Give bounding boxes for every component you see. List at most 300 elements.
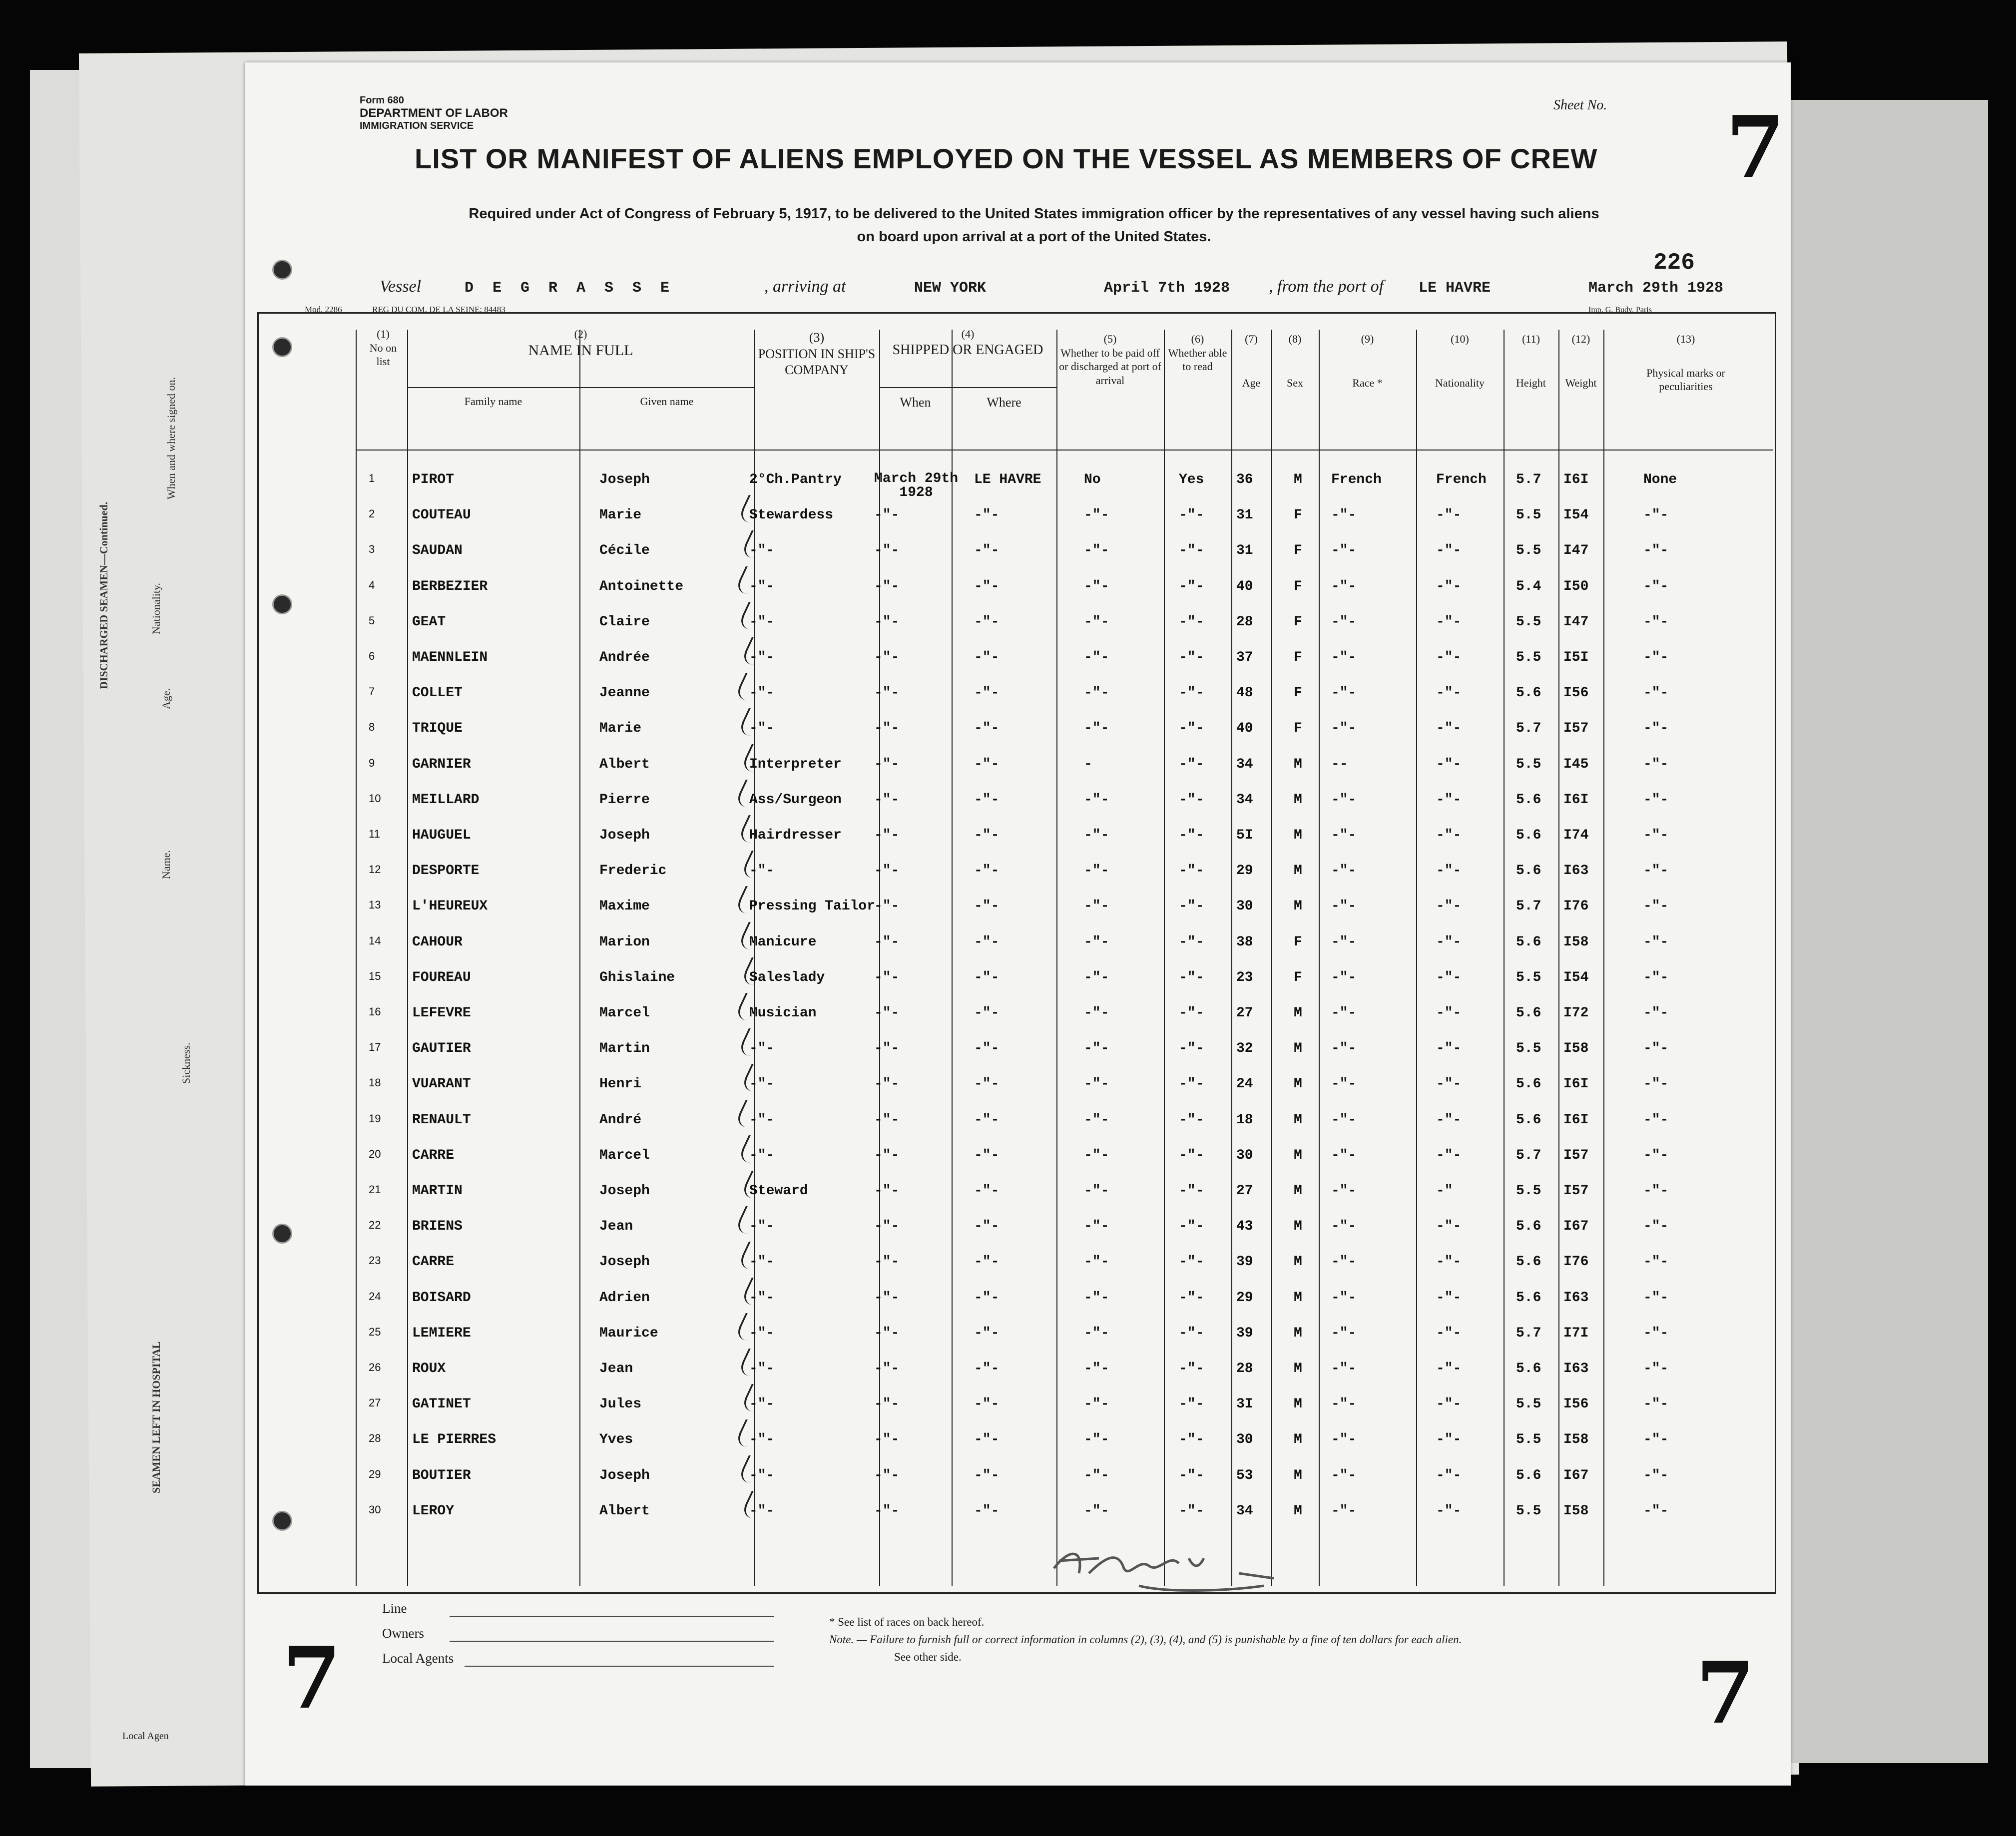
page-subtitle <box>360 202 1708 249</box>
cell-read: -"- <box>1179 792 1204 808</box>
cell-race: -"- <box>1331 1396 1357 1412</box>
cell-read: -"- <box>1179 1325 1204 1341</box>
cell-where: -"- <box>974 934 1000 950</box>
cell-when: -"- <box>874 1432 900 1448</box>
cell-when: -"- <box>874 1219 900 1235</box>
cell-race: -"- <box>1331 1112 1357 1128</box>
cell-where: -"- <box>974 1503 1000 1519</box>
cell-sex: F <box>1294 721 1302 737</box>
cell-paid: -"- <box>1084 1432 1109 1448</box>
cell-given: Jules <box>599 1396 642 1412</box>
cell-position: -"- <box>749 1325 775 1341</box>
cell-height: 5.4 <box>1516 578 1541 594</box>
cell-when: -"- <box>874 1467 900 1483</box>
cell-nat: -"- <box>1436 792 1462 808</box>
header-col11: (11) Height <box>1516 333 1546 389</box>
cell-read: -"- <box>1179 1503 1204 1519</box>
cell-position: -"- <box>749 1467 775 1483</box>
cell-nat: -"- <box>1436 1254 1462 1270</box>
cell-weight: I6I <box>1563 1112 1589 1128</box>
cell-given: Martin <box>599 1041 650 1057</box>
cell-read: -"- <box>1179 756 1204 772</box>
cell-family: MAENNLEIN <box>412 650 488 665</box>
cell-paid: -"- <box>1084 1005 1109 1021</box>
cell-marks: -"- <box>1643 1503 1669 1519</box>
cell-read: -"- <box>1179 1076 1204 1092</box>
cell-height: 5.6 <box>1516 685 1541 701</box>
header-col5: (5) Whether to be paid off or discharged at port of arrival <box>1059 333 1161 387</box>
cell-no: 4 <box>369 578 375 591</box>
cell-race: -"- <box>1331 507 1357 523</box>
cell-no: 5 <box>369 614 375 627</box>
cell-height: 5.7 <box>1516 472 1541 487</box>
cell-height: 5.6 <box>1516 934 1541 950</box>
cell-where: -"- <box>974 1219 1000 1235</box>
cell-paid: -"- <box>1084 721 1109 737</box>
column-rule <box>1164 330 1165 1586</box>
cell-sex: M <box>1294 472 1302 487</box>
cell-read: -"- <box>1179 650 1204 665</box>
cell-nat: -"- <box>1436 969 1462 985</box>
cell-nat: -"- <box>1436 756 1462 772</box>
cell-nat: -"- <box>1436 685 1462 701</box>
cell-when: -"- <box>874 934 900 950</box>
cell-height: 5.6 <box>1516 792 1541 808</box>
from-port: LE HAVRE <box>1419 280 1491 297</box>
cell-race: French <box>1331 472 1382 487</box>
cell-where: -"- <box>974 828 1000 843</box>
header-col7: (7) Age <box>1242 333 1261 389</box>
arriving-label: , arriving at <box>764 277 846 296</box>
cell-family: BOUTIER <box>412 1467 471 1483</box>
see-other-side: See other side. <box>894 1651 962 1663</box>
cell-paid: -"- <box>1084 1290 1109 1306</box>
cell-nat: -"- <box>1436 1467 1462 1483</box>
cell-height: 5.5 <box>1516 507 1541 523</box>
cell-nat: -"- <box>1436 1219 1462 1235</box>
sheet-number-top: 7 <box>1726 97 1785 197</box>
races-note: * See list of races on back hereof. <box>829 1616 985 1628</box>
cell-marks: -"- <box>1643 828 1669 843</box>
cell-age: 39 <box>1236 1325 1253 1341</box>
column-rule <box>1603 330 1604 1586</box>
cell-position: -"- <box>749 721 775 737</box>
cell-weight: I54 <box>1563 969 1589 985</box>
cell-age: 3I <box>1236 1396 1253 1412</box>
cell-height: 5.7 <box>1516 1325 1541 1341</box>
cell-family: DESPORTE <box>412 863 480 879</box>
cell-weight: I54 <box>1563 507 1589 523</box>
cell-read: Yes <box>1179 472 1204 487</box>
cell-given: Pierre <box>599 792 650 808</box>
cell-nat: -"- <box>1436 1503 1462 1519</box>
cell-family: LE PIERRES <box>412 1432 497 1448</box>
page-number: 226 <box>1653 250 1695 276</box>
local-agents-label: Local Agents <box>382 1651 454 1666</box>
header-rule <box>879 387 1056 388</box>
cell-paid: -"- <box>1084 614 1109 630</box>
cell-given: Joseph <box>599 1183 650 1199</box>
cell-sex: M <box>1294 756 1302 772</box>
cell-read: -"- <box>1179 828 1204 843</box>
cell-age: 34 <box>1236 792 1253 808</box>
cell-race: -"- <box>1331 1254 1357 1270</box>
cell-weight: I6I <box>1563 1076 1589 1092</box>
cell-when: -"- <box>874 863 900 879</box>
cell-age: 29 <box>1236 863 1253 879</box>
cell-age: 40 <box>1236 721 1253 737</box>
cell-paid: -"- <box>1084 969 1109 985</box>
cell-read: -"- <box>1179 543 1204 559</box>
cell-no: 6 <box>369 650 375 662</box>
header-col6: (6) Whether able to read <box>1168 333 1227 373</box>
cell-age: 43 <box>1236 1219 1253 1235</box>
cell-marks: -"- <box>1643 899 1669 915</box>
header-col2: (2) NAME IN FULL <box>528 328 633 359</box>
cell-marks: -"- <box>1643 507 1669 523</box>
cell-read: -"- <box>1179 1396 1204 1412</box>
cell-position: -"- <box>749 1041 775 1057</box>
cell-when: -"- <box>874 1503 900 1519</box>
sheet-number-bottom-left: 7 <box>282 1628 342 1728</box>
cell-where: -"- <box>974 614 1000 630</box>
side-hospital-label: SEAMEN LEFT IN HOSPITAL <box>150 1341 162 1493</box>
cell-race: -"- <box>1331 578 1357 594</box>
cell-nat: -"- <box>1436 863 1462 879</box>
cell-height: 5.6 <box>1516 1076 1541 1092</box>
cell-when: -"- <box>874 1076 900 1092</box>
cell-no: 11 <box>369 828 380 840</box>
cell-weight: I63 <box>1563 863 1589 879</box>
cell-height: 5.6 <box>1516 1112 1541 1128</box>
cell-where: -"- <box>974 507 1000 523</box>
cell-no: 28 <box>369 1432 381 1445</box>
cell-sex: M <box>1294 1432 1302 1448</box>
cell-weight: I58 <box>1563 1432 1589 1448</box>
cell-marks: -"- <box>1643 863 1669 879</box>
cell-where: -"- <box>974 756 1000 772</box>
vessel-label: Vessel <box>380 277 422 296</box>
cell-where: -"- <box>974 1254 1000 1270</box>
cell-height: 5.7 <box>1516 721 1541 737</box>
cell-family: TRIQUE <box>412 721 463 737</box>
cell-no: 7 <box>369 685 375 698</box>
cell-where: -"- <box>974 1432 1000 1448</box>
cell-when: -"- <box>874 650 900 665</box>
side-when-where-label: When and where signed on. <box>165 377 177 499</box>
cell-when: -"- <box>874 828 900 843</box>
cell-race: -"- <box>1331 685 1357 701</box>
subtitle-line-1: Required under Act of Congress of February 5, 1917, to be delivered to the United States immigration officer by the representatives of any vessel having such aliens <box>469 206 1599 222</box>
cell-read: -"- <box>1179 1467 1204 1483</box>
cell-weight: I56 <box>1563 685 1589 701</box>
cell-read: -"- <box>1179 685 1204 701</box>
cell-race: -"- <box>1331 969 1357 985</box>
cell-given: Marie <box>599 721 642 737</box>
cell-paid: -"- <box>1084 1325 1109 1341</box>
cell-nat: -"- <box>1436 650 1462 665</box>
cell-family: CAHOUR <box>412 934 463 950</box>
cell-family: GARNIER <box>412 756 471 772</box>
local-agents-underline <box>465 1666 774 1667</box>
cell-race: -"- <box>1331 1219 1357 1235</box>
cell-weight: I63 <box>1563 1290 1589 1306</box>
column-rule <box>1504 330 1505 1586</box>
cell-paid: No <box>1084 472 1101 487</box>
cell-read: -"- <box>1179 1147 1204 1163</box>
cell-height: 5.6 <box>1516 828 1541 843</box>
cell-age: 24 <box>1236 1076 1253 1092</box>
cell-where: -"- <box>974 1290 1000 1306</box>
cell-weight: I47 <box>1563 614 1589 630</box>
department: DEPARTMENT OF LABOR <box>360 106 508 120</box>
cell-where: -"- <box>974 863 1000 879</box>
cell-sex: M <box>1294 1112 1302 1128</box>
cell-where: -"- <box>974 685 1000 701</box>
side-discharged-label: DISCHARGED SEAMEN—Continued. <box>97 501 110 689</box>
cell-read: -"- <box>1179 1290 1204 1306</box>
cell-sex: F <box>1294 543 1302 559</box>
cell-no: 24 <box>369 1290 381 1303</box>
cell-read: -"- <box>1179 1432 1204 1448</box>
cell-weight: I57 <box>1563 1183 1589 1199</box>
cell-paid: -"- <box>1084 863 1109 879</box>
cell-paid: -"- <box>1084 899 1109 915</box>
cell-no: 21 <box>369 1183 381 1196</box>
cell-paid: -"- <box>1084 650 1109 665</box>
cell-position: Musician <box>749 1005 817 1021</box>
cell-race: -"- <box>1331 1432 1357 1448</box>
side-sickness-label: Sickness. <box>180 1042 192 1084</box>
cell-where: -"- <box>974 1361 1000 1377</box>
cell-given: Yves <box>599 1432 633 1448</box>
cell-read: -"- <box>1179 863 1204 879</box>
cell-no: 14 <box>369 934 381 947</box>
cell-sex: F <box>1294 969 1302 985</box>
cell-when: -"- <box>874 1147 900 1163</box>
cell-paid: -"- <box>1084 1254 1109 1270</box>
cell-family: FOUREAU <box>412 969 471 985</box>
background-sheet-right <box>1778 100 1988 1763</box>
cell-family: MARTIN <box>412 1183 463 1199</box>
cell-marks: -"- <box>1643 1361 1669 1377</box>
cell-no: 12 <box>369 863 381 876</box>
cell-weight: I67 <box>1563 1467 1589 1483</box>
cell-race: -"- <box>1331 721 1357 737</box>
form-mod: Mod. 2286 <box>305 305 342 314</box>
cell-nat: -"- <box>1436 1076 1462 1092</box>
cell-age: 48 <box>1236 685 1253 701</box>
cell-given: Ghislaine <box>599 969 675 985</box>
cell-position: 2°Ch.Pantry <box>749 472 842 487</box>
cell-height: 5.6 <box>1516 1467 1541 1483</box>
cell-marks: -"- <box>1643 614 1669 630</box>
cell-weight: I6I <box>1563 792 1589 808</box>
cell-nat: -"- <box>1436 1005 1462 1021</box>
cell-height: 5.5 <box>1516 1432 1541 1448</box>
cell-race: -"- <box>1331 1147 1357 1163</box>
column-rule <box>1271 330 1272 1586</box>
cell-no: 26 <box>369 1361 381 1374</box>
cell-race: -"- <box>1331 1503 1357 1519</box>
cell-family: L'HEUREUX <box>412 899 488 915</box>
cell-age: 34 <box>1236 756 1253 772</box>
cell-nat: -"- <box>1436 1396 1462 1412</box>
cell-where: -"- <box>974 1112 1000 1128</box>
cell-position: -"- <box>749 1396 775 1412</box>
cell-marks: -"- <box>1643 1219 1669 1235</box>
cell-nat: -"- <box>1436 721 1462 737</box>
cell-weight: I67 <box>1563 1219 1589 1235</box>
cell-read: -"- <box>1179 1005 1204 1021</box>
cell-age: 28 <box>1236 1361 1253 1377</box>
cell-nat: -"- <box>1436 934 1462 950</box>
cell-family: CARRE <box>412 1147 455 1163</box>
cell-given: Joseph <box>599 828 650 843</box>
cell-read: -"- <box>1179 1254 1204 1270</box>
cell-given: André <box>599 1112 642 1128</box>
header-col8: (8) Sex <box>1287 333 1303 389</box>
cell-when: -"- <box>874 721 900 737</box>
cell-sex: M <box>1294 863 1302 879</box>
cell-race: -"- <box>1331 1041 1357 1057</box>
cell-paid: -"- <box>1084 934 1109 950</box>
cell-family: ROUX <box>412 1361 446 1377</box>
cell-height: 5.5 <box>1516 1503 1541 1519</box>
header-col4: (4) SHIPPED OR ENGAGED <box>892 328 1043 358</box>
cell-nat: -"- <box>1436 1112 1462 1128</box>
cell-weight: I5I <box>1563 650 1589 665</box>
cell-age: 28 <box>1236 614 1253 630</box>
cell-when: -"- <box>874 1361 900 1377</box>
cell-family: MEILLARD <box>412 792 480 808</box>
cell-read: -"- <box>1179 969 1204 985</box>
column-rule <box>579 330 580 1586</box>
cell-height: 5.5 <box>1516 1183 1541 1199</box>
cell-sex: M <box>1294 1183 1302 1199</box>
cell-marks: -"- <box>1643 1183 1669 1199</box>
arriving-port: NEW YORK <box>914 280 987 297</box>
manifest-table <box>257 312 1776 1594</box>
cell-sex: F <box>1294 934 1302 950</box>
punch-hole <box>272 260 292 280</box>
cell-age: 34 <box>1236 1503 1253 1519</box>
cell-position: Ass/Surgeon <box>749 792 842 808</box>
cell-sex: M <box>1294 1503 1302 1519</box>
cell-given: Marie <box>599 507 642 523</box>
cell-nat: -"- <box>1436 1147 1462 1163</box>
cell-no: 16 <box>369 1005 381 1018</box>
cell-no: 15 <box>369 969 381 982</box>
sheet-number-bottom-right: 7 <box>1696 1643 1755 1743</box>
cell-where: -"- <box>974 969 1000 985</box>
cell-family: GATINET <box>412 1396 471 1412</box>
header-col3: (3) POSITION IN SHIP'S COMPANY <box>758 330 876 377</box>
cell-race: -"- <box>1331 1325 1357 1341</box>
cell-position: -"- <box>749 543 775 559</box>
cell-weight: I58 <box>1563 934 1589 950</box>
cell-family: SAUDAN <box>412 543 463 559</box>
cell-no: 29 <box>369 1467 381 1480</box>
cell-position: -"- <box>749 685 775 701</box>
cell-where: LE HAVRE <box>974 472 1041 487</box>
cell-position: -"- <box>749 863 775 879</box>
cell-marks: -"- <box>1643 1396 1669 1412</box>
cell-age: 36 <box>1236 472 1253 487</box>
cell-nat: -"- <box>1436 828 1462 843</box>
cell-nat: -"- <box>1436 543 1462 559</box>
cell-nat: French <box>1436 472 1487 487</box>
cell-race: -"- <box>1331 828 1357 843</box>
cell-family: CARRE <box>412 1254 455 1270</box>
cell-race: -"- <box>1331 792 1357 808</box>
cell-position: -"- <box>749 1503 775 1519</box>
cell-position: Hairdresser <box>749 828 842 843</box>
cell-when: March 29th 1928 <box>874 471 959 500</box>
cell-sex: M <box>1294 1147 1302 1163</box>
cell-paid: -"- <box>1084 1467 1109 1483</box>
cell-position: -"- <box>749 1254 775 1270</box>
cell-marks: -"- <box>1643 1254 1669 1270</box>
cell-nat: -"- <box>1436 1325 1462 1341</box>
cell-where: -"- <box>974 650 1000 665</box>
cell-paid: -"- <box>1084 1396 1109 1412</box>
cell-family: BERBEZIER <box>412 578 488 594</box>
cell-race: -"- <box>1331 1290 1357 1306</box>
form-registry: REG DU COM. DE LA SEINE: 84483 <box>372 305 505 314</box>
subtitle-line-2: on board upon arrival at a port of the United States. <box>857 229 1211 245</box>
cell-given: Joseph <box>599 1254 650 1270</box>
cell-position: Manicure <box>749 934 817 950</box>
cell-race: -"- <box>1331 863 1357 879</box>
cell-sex: M <box>1294 1325 1302 1341</box>
cell-family: LEFEVRE <box>412 1005 471 1021</box>
cell-sex: F <box>1294 578 1302 594</box>
page-title: LIST OR MANIFEST OF ALIENS EMPLOYED ON THE VESSEL AS MEMBERS OF CREW <box>415 143 1598 174</box>
header-given-name: Given name <box>640 395 694 408</box>
cell-no: 3 <box>369 543 375 556</box>
cell-paid: -"- <box>1084 1361 1109 1377</box>
cell-age: 30 <box>1236 899 1253 915</box>
cell-no: 22 <box>369 1219 381 1232</box>
vessel-name: D E G R A S S E <box>465 280 675 297</box>
header-rule <box>407 387 754 388</box>
cell-marks: -"- <box>1643 543 1669 559</box>
cell-marks: -"- <box>1643 685 1669 701</box>
cell-height: 5.7 <box>1516 899 1541 915</box>
column-rule <box>952 330 953 1586</box>
cell-paid: -"- <box>1084 543 1109 559</box>
cell-age: 5I <box>1236 828 1253 843</box>
cell-when: -"- <box>874 969 900 985</box>
cell-marks: -"- <box>1643 1005 1669 1021</box>
cell-given: Joseph <box>599 1467 650 1483</box>
side-age-label: Age. <box>160 688 172 709</box>
header-where: Where <box>987 395 1021 410</box>
cell-given: Henri <box>599 1076 642 1092</box>
cell-no: 19 <box>369 1112 381 1125</box>
cell-height: 5.6 <box>1516 863 1541 879</box>
cell-height: 5.5 <box>1516 756 1541 772</box>
cell-sex: M <box>1294 1005 1302 1021</box>
cell-marks: -"- <box>1643 650 1669 665</box>
cell-position: -"- <box>749 1361 775 1377</box>
cell-where: -"- <box>974 1041 1000 1057</box>
cell-position: -"- <box>749 578 775 594</box>
cell-nat: -"- <box>1436 1361 1462 1377</box>
cell-marks: -"- <box>1643 1076 1669 1092</box>
cell-family: GEAT <box>412 614 446 630</box>
